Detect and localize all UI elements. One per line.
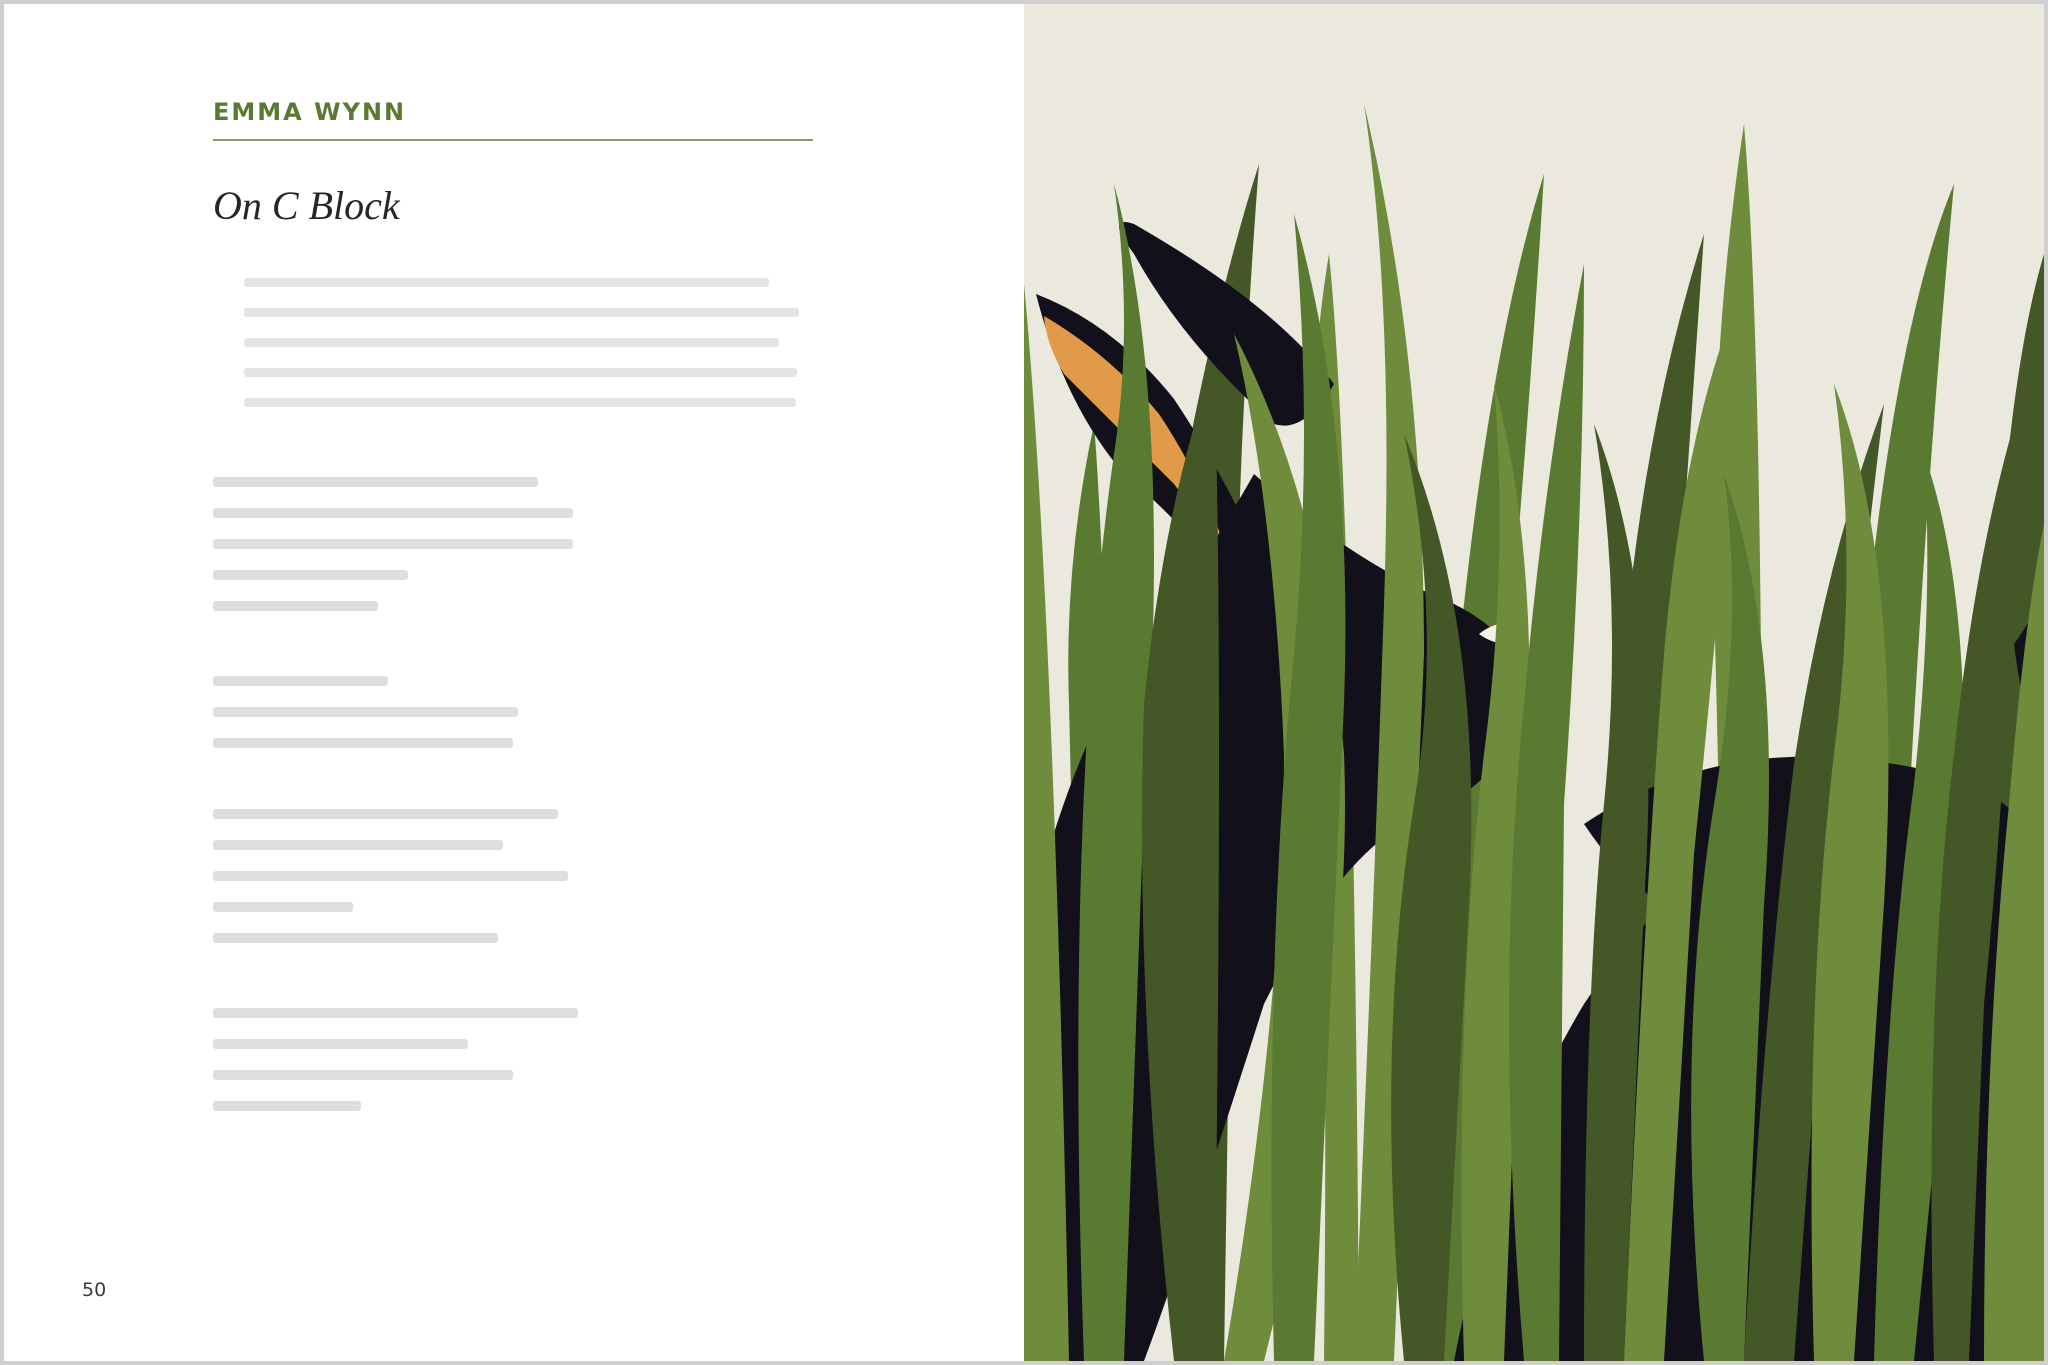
verse-line xyxy=(213,601,378,611)
illustration-page xyxy=(1024,4,2044,1361)
headnote-line xyxy=(244,398,796,407)
verse-line xyxy=(213,1008,578,1018)
headnote-line xyxy=(244,368,797,377)
verse-line xyxy=(213,707,518,717)
stanza-2-placeholder xyxy=(213,664,613,769)
verse-line xyxy=(213,840,503,850)
poem-title: On C Block xyxy=(213,183,400,228)
verse-line xyxy=(213,871,568,881)
verse-line xyxy=(213,902,353,912)
verse-line xyxy=(213,933,498,943)
verse-line xyxy=(213,676,388,686)
heading-rule xyxy=(213,139,813,141)
stanza-3-placeholder xyxy=(213,797,613,964)
verse-line xyxy=(213,477,538,487)
stanza-4-placeholder xyxy=(213,996,613,1132)
verse-line xyxy=(213,570,408,580)
stanza-1-placeholder xyxy=(213,465,613,632)
verse-line xyxy=(213,809,558,819)
author-name: EMMA WYNN xyxy=(213,98,407,126)
left-page xyxy=(4,4,1024,1361)
verse-line xyxy=(213,508,573,518)
page-number: 50 xyxy=(82,1279,107,1301)
verse-line xyxy=(213,1070,513,1080)
rabbits-in-grass-illustration xyxy=(1024,4,2044,1361)
book-spread xyxy=(4,4,2044,1361)
headnote-line xyxy=(244,308,799,317)
headnote-placeholder xyxy=(244,266,814,428)
headnote-line xyxy=(244,278,769,287)
headnote-line xyxy=(244,338,779,347)
verse-line xyxy=(213,1039,468,1049)
verse-line xyxy=(213,738,513,748)
verse-line xyxy=(213,1101,361,1111)
verse-line xyxy=(213,539,573,549)
